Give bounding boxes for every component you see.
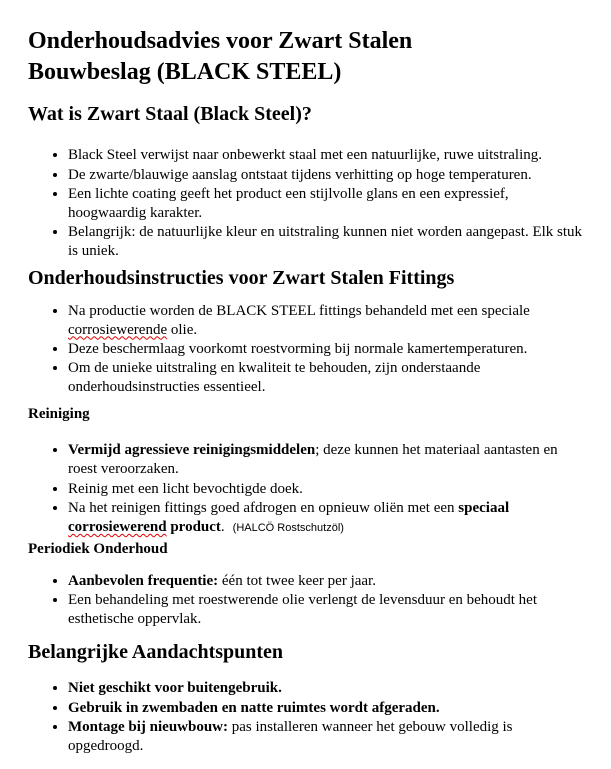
bullet-bold-text: Niet geschikt voor buitengebruik. [68,680,282,697]
bullet-bold-text: Gebruik in zwembaden en natte ruimtes wordt afgeraden. [68,699,440,716]
heading-reiniging: Reiniging [28,406,90,423]
heading-wat-is-zwart-staal: Wat is Zwart Staal (Black Steel)? [28,103,312,126]
bullet-item [68,441,585,479]
bullet-item [68,699,585,718]
heading-periodiek-onderhoud: Periodiek Onderhoud [28,541,168,558]
bullet-text: olie. [167,321,198,338]
bullet-item: • Black Steel verwijst naar onbewerkt staal met een natuurlijke, ruwe uitstraling. [68,146,585,165]
bullet-list-aandachtspunten [28,679,585,756]
bullet-item: • Deze beschermlaag voorkomt roestvorming bij normale kamertemperaturen. [68,340,585,359]
bullet-item [68,679,585,698]
bullet-item: • Een lichte coating geeft het product een stijlvolle glans en een expressief, hoogwaardig karakter. [68,185,585,223]
bullet-item: • Om de unieke uitstraling en kwaliteit te behouden, zijn onderstaande onderhoudsinstructies essentieel. [68,359,585,397]
bullet-text: Na productie worden de BLACK STEEL fittings behandeld met een speciale [68,302,530,319]
bullet-item: • Een behandeling met roestwerende olie verlengt de levensduur en behoudt het esthetische oppervlak. [68,591,585,629]
bullet-item [68,718,585,756]
document-title: Onderhoudsadvies voor Zwart Stalen Bouwbeslag (BLACK STEEL) [28,28,413,86]
bullet-list-zwart-staal [28,146,585,261]
bullet-item [68,302,585,340]
bullet-bold-lead: Aanbevolen frequentie: [68,572,219,589]
bullet-bold-lead: Montage bij nieuwbouw: [68,718,229,735]
bullet-bold-text: speciaal [458,499,510,516]
bullet-bold-lead: Vermijd agressieve reinigingsmiddelen [68,442,316,459]
bullet-item: • De zwarte/blauwige aanslag ontstaat tijdens verhitting op hoge temperaturen. [68,166,585,185]
bullet-bold-text: product [166,518,221,535]
bullet-list-onderhoudsinstructies [28,302,585,398]
bullet-item: • Belangrijk: de natuurlijke kleur en uitstraling kunnen niet worden aangepast. Elk stuk is uniek. [68,223,585,261]
bullet-text: Na het reinigen fittings goed afdrogen en opnieuw oliën met een [68,499,459,516]
heading-onderhoudsinstructies: Onderhoudsinstructies voor Zwart Stalen Fittings [28,266,455,289]
bullet-list-periodiek-onderhoud [28,572,585,630]
bullet-text: . [220,518,225,535]
bullet-item [68,499,585,537]
bullet-item [68,572,585,591]
product-brand-note: (HALCÖ Rostschutzöl) [232,521,344,534]
bullet-text: pas installeren wanneer het gebouw volledig is opgedroogd. [68,718,513,754]
spellcheck-squiggle-word: corrosiewerend [68,518,167,535]
bullet-item: • Reinig met een licht bevochtigde doek. [68,480,585,499]
heading-belangrijke-aandachtspunten: Belangrijke Aandachtspunten [28,641,284,664]
spellcheck-squiggle-word: corrosiewerende [68,321,168,338]
bullet-text: één tot twee keer per jaar. [218,572,376,589]
bullet-list-reiniging [28,441,585,537]
bullet-text: ; deze kunnen het materiaal aantasten en roest veroorzaken. [68,442,558,478]
